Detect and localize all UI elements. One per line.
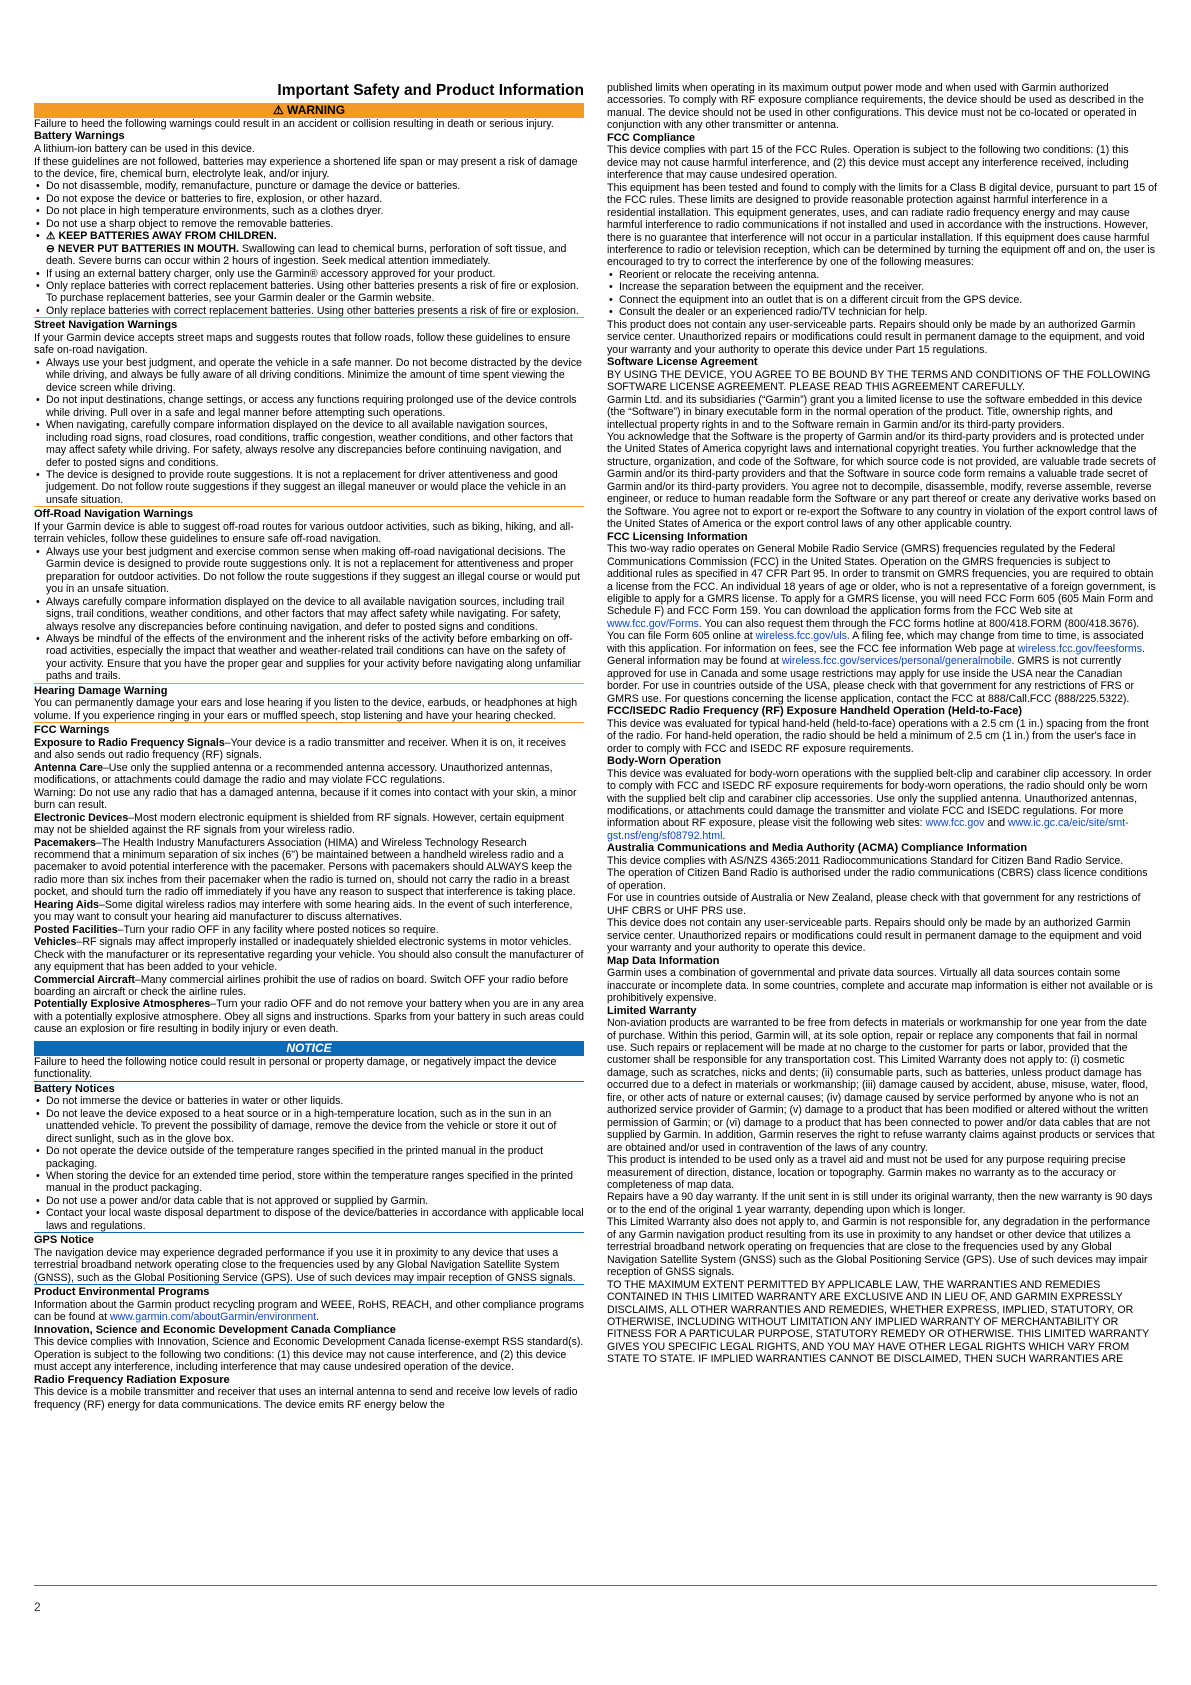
notice-intro: Failure to heed the following notice could result in personal or property damage, or negatively impact the device functionality.: [34, 1055, 557, 1081]
software-license-p3: You acknowledge that the Software is the property of Garmin and/or its third-party providers and is protected under the United States of America copyright laws and international copyright treaties. You further acknowledge that the structure, organization, and code of the Software, for which source code is not provided, are valuable trade secrets of Garmin and/or its third-party providers and that the Software in source code form remains a valuable trade secret of Garmin and/or its third-party providers. You agree not to decompile, disassemble, modify, reverse assemble, reverse engineer, or reduce to human readable form the Software or any part thereof or create any derivative works based on the Software. You agree not to export or re-export the Software to any country in violation of the export control laws of the United States of America or the export control laws of any other applicable country.: [607, 430, 1158, 531]
env-programs-text: Information about the Garmin product recycling program and WEEE, RoHS, REACH, and other compliance programs can be found at www.garmin.com/aboutGarmin/environment.: [34, 1298, 584, 1324]
list-item: • Always be mindful of the effects of the environment and the inherent risks of the activity before embarking on off-road activities, especially the impact that weather and weather-related trail conditions can have on the safety of your activity. Ensure that you have the proper gear and supplies for your activity before navigating along unfamiliar paths and trails.: [34, 633, 584, 683]
fcc-warning-entry: Exposure to Radio Frequency Signals–Your device is a radio transmitter and receiver. When it is on, it receives and also sends out radio frequency (RF) signals.: [34, 736, 566, 762]
list-item: • Connect the equipment into an outlet that is on a different circuit from the GPS device.: [607, 294, 1158, 306]
warning-banner: [34, 103, 584, 118]
bodyworn-heading: Body-Worn Operation: [607, 755, 722, 768]
list-item: • Reorient or relocate the receiving antenna.: [607, 269, 1158, 281]
street-nav-heading: Street Navigation Warnings: [34, 317, 584, 332]
gps-notice-heading: GPS Notice: [34, 1232, 584, 1247]
fcc-uls-link[interactable]: wireless.fcc.gov/uls: [755, 630, 847, 643]
handheld-text: This device was evaluated for typical hand-held (held-to-face) operations with a 2.5 cm (1 in.) spacing from the front of the radio. For hand-held operation, the radio should be held a minimum of 2.5 cm (1 in.) from the user's face in order to comply with FCC and ISEDC RF exposure requirements.: [607, 717, 1149, 755]
list-item: • Do not leave the device exposed to a heat source or in a high-temperature location, such as in the sun in an unattended vehicle. To prevent the possibility of damage, remove the device from the vehicle or store it out of direct sunlight, such as in the glove box.: [34, 1108, 584, 1145]
warranty-p1: Non-aviation products are warranted to be free from defects in materials or workmanship for one year from the date of purchase. Within this period, Garmin will, at its sole option, repair or replace any components that fail in normal use. Such repairs or replacement will be made at no charge to the customer for parts or labor, provided that the customer shall be responsible for any transportation cost. This Limited Warranty does not apply to: (i) cosmetic damage, such as scratches, nicks and dents; (ii) consumable parts, such as batteries, unless product damage has occurred due to a defect in materials or workmanship; (iii) damage caused by accident, abuse, misuse, water, flood, fire, or other acts of nature or external causes; (iv) damage caused by service performed by anyone who is not an authorized service provider of Garmin; (v) damage to a product that has been modified or altered without the written permission of Garmin; or (vi) damage to a product that has been connected to power and/or data cables that are not supplied by Garmin. In addition, Garmin reserves the right to refuse warranty claims against products or services that are obtained and/or used in contravention of the laws of any country.: [607, 1017, 1155, 1154]
warranty-p4: This Limited Warranty also does not apply to, and Garmin is not responsible for, any degradation in the performance of any Garmin navigation product resulting from its use in proximity to any handset or other device that utilizes a terrestrial broadband network operating on frequencies that are close to the frequencies used by any Global Navigation Satellite System (GNSS) such as the Global Positioning Service (GPS). Use of such devices may impair reception of GNSS signals.: [607, 1216, 1151, 1279]
ic-gc-link[interactable]: www.ic.gc.ca/eic/site/smt-gst.nsf/eng/sf08792.html: [607, 817, 1129, 842]
warning-triangle-icon: ⚠: [272, 103, 284, 117]
gps-notice-text: The navigation device may experience degraded performance if you use it in proximity to any device that uses a terrestrial broadband network operating close to the frequencies used by any Global Navigation Satellite System (GNSS), such as the Global Positioning Service (GPS). Use of such devices may impair reception of GNSS signals.: [34, 1246, 576, 1284]
fcc-compliance-p3: This product does not contain any user-serviceable parts. Repairs should only be made by an authorized Garmin service center. Unauthorized repairs or modifications could result in permanent damage to the equipment, and void your warranty and your authority to operate this device under Part 15 regulations.: [607, 318, 1145, 356]
acma-p1: This device complies with AS/NZS 4365:2011 Radiocommunications Standard for Citizen Band Radio Service.: [607, 854, 1124, 867]
offroad-nav-intro: If your Garmin device is able to suggest off-road routes for various outdoor activities, such as biking, hiking, and all-terrain vehicles, follow these guidelines to ensure safe off-road navigation.: [34, 520, 574, 546]
hearing-heading: Hearing Damage Warning: [34, 683, 584, 698]
list-item: • Do not use a power and/or data cable that is not approved or supplied by Garmin.: [34, 1195, 584, 1207]
list-item: • Do not input destinations, change settings, or access any functions requiring prolonged use of the device controls while driving. Pull over in a safe and legal manner before attempting such operations.: [34, 394, 584, 419]
list-item: • Always use your best judgment and exercise common sense when making off-road navigational decisions. The Garmin device is designed to provide route suggestions only. It is not a replacement for attentiveness and proper preparation for outdoor activities. Do not follow the route suggestions if they suggest an illegal course or would put you in an unsafe situation.: [34, 546, 584, 596]
fcc-warning-entry: Warning: Do not use any radio that has a damaged antenna, because if it comes into contact with your skin, a minor burn can result.: [34, 786, 577, 812]
page-title: Important Safety and Product Information: [277, 82, 584, 99]
list-item: • The device is designed to provide route suggestions. It is not a replacement for driver attentiveness and good judgement. Do not follow route suggestions if they suggest an illegal maneuver or would place the vehicle in an unsafe situation.: [34, 469, 584, 506]
list-item: • Increase the separation between the equipment and the receiver.: [607, 281, 1158, 293]
ised-text: This device complies with Innovation, Science and Economic Development Canada license-exempt RSS standard(s). Operation is subject to the following two conditions: (1) this device may not cause interference, and (2) this device must accept any interference, including interference that may cause undesired operation of the device.: [34, 1336, 584, 1374]
handheld-heading: FCC/ISEDC Radio Frequency (RF) Exposure Handheld Operation (Held-to-Face): [607, 705, 1022, 718]
warning-banner-label: WARNING: [287, 103, 346, 117]
page-number: 2: [34, 1600, 41, 1614]
fcc-warning-entry: Pacemakers–The Health Industry Manufacturers Association (HIMA) and Wireless Technology Research recommend that a minimum separation of six inches (6") be maintained between a handheld wireless radio and a pacemaker to avoid potential interference with the pacemaker. Persons with pacemakers should ALWAYS keep the radio more than six inches from their pacemaker when the radio is turned on, should not carry the radio in a breast pocket, and should turn the radio off immediately if you have any reason to suspect that interference is taking place.: [34, 836, 576, 899]
fcc-licensing-heading: FCC Licensing Information: [607, 530, 748, 543]
rf-exposure-text: This device is a mobile transmitter and receiver that uses an internal antenna to send and receive low levels of radio frequency (RF) energy for data communications. The device emits RF energy below the: [34, 1386, 578, 1411]
environment-link[interactable]: www.garmin.com/aboutGarmin/environment: [109, 1311, 317, 1324]
mouth-warning-text: Swallowing can lead to chemical burns, perforation of soft tissue, and death. Severe burns can occur within 2 hours of ingestion. Seek medical attention immediately.: [46, 242, 567, 268]
fcc-compliance-heading: FCC Compliance: [607, 131, 696, 144]
list-item: • If using an external battery charger, only use the Garmin® accessory approved for your product.: [34, 268, 584, 280]
fcc-warning-entry: Hearing Aids–Some digital wireless radios may interfere with some hearing aids. In the event of such interference, you may want to consult your hearing aid manufacturer to discuss alternatives.: [34, 898, 573, 924]
list-item: • Do not expose the device or batteries to fire, explosion, or other hazard.: [34, 193, 584, 205]
fcc-licensing-text: This two-way radio operates on General Mobile Radio Service (GMRS) frequencies regulated by the Federal Communications Commission (FCC) in the United States. Operation on the GMRS frequencies is subject to additional rules as specified in 47 CFR Part 95. In order to transmit on GMRS frequencies, you are required to obtain a license from the FCC. An individual 18 years of age or older, who is not a representative of a foreign government, is eligible to apply for a GMRS license. To apply for a GMRS license, you will need FCC Form 605 (605 Main Form and Schedule F) and FCC Form 159. You can download the application forms from the FCC Web site at www.fcc.gov/Forms. You can also request them through the FCC forms hotline at 800/418.FORM (800/418.3676). You can file Form 605 online at wireless.fcc.gov/uls. A filing fee, which may change from time to time, is associated with this application. For information on fees, see the FCC fee information Web page at wireless.fcc.gov/feesforms. General information may be found at wireless.fcc.gov/services/personal/generalmobile. GMRS is not currently approved for use in Canada and some usage restrictions may apply for use inside the USA near the Canadian border. For use in countries outside of the USA, please check with that government for any restrictions of FRS or GMRS use. For questions concerning the license application, contact the FCC at 888/Call.FCC (888/225.5322).: [607, 543, 1156, 705]
list-item: • When storing the device for an extended time period, store within the temperature ranges specified in the printed manual in the product packaging.: [34, 1170, 584, 1195]
warranty-heading: Limited Warranty: [607, 1004, 697, 1017]
warranty-p5: TO THE MAXIMUM EXTENT PERMITTED BY APPLICABLE LAW, THE WARRANTIES AND REMEDIES CONTAINED IN THIS LIMITED WARRANTY ARE EXCLUSIVE AND IN LIEU OF, AND GARMIN EXPRESSLY DISCLAIMS, ALL OTHER WARRANTIES AND REMEDIES, WHETHER EXPRESS, IMPLIED, STATUTORY, OR OTHERWISE, INCLUDING WITHOUT LIMITATION ANY IMPLIED WARRANTY OF MERCHANTABILITY OR FITNESS FOR A PARTICULAR PURPOSE, STATUTORY REMEDY OR OTHERWISE. THIS LIMITED WARRANTY GIVES YOU SPECIFIC LEGAL RIGHTS, AND YOU MAY HAVE OTHER LEGAL RIGHTS WHICH VARY FROM STATE TO STATE. IF IMPLIED WARRANTIES CANNOT BE DISCLAIMED, THEN SUCH WARRANTIES ARE: [607, 1278, 1149, 1366]
fcc-compliance-p2: This equipment has been tested and found to comply with the limits for a Class B digital device, pursuant to part 15 of the FCC rules. These limits are designed to provide reasonable protection against harmful interference in a residential installation. This equipment generates, uses, and can radiate radio frequency energy and may cause harmful interference to radio communications if not installed and used in accordance with the instructions. However, there is no guarantee that interference will not occur in a particular installation. If this equipment does cause harmful interference to radio or television reception, which can be determined by turning the equipment off and on, the user is encouraged to try to correct the interference by one of the following measures:: [607, 181, 1158, 269]
fcc-warning-entry: Commercial Aircraft–Many commercial airlines prohibit the use of radios on board. Switch OFF your radio before boarding an aircraft or check the airline rules.: [34, 973, 569, 998]
warranty-p3: Repairs have a 90 day warranty. If the unit sent in is still under its original warranty, then the new warranty is 90 days or to the end of the original 1 year warranty, depending upon which is longer.: [607, 1191, 1153, 1216]
bodyworn-text: This device was evaluated for body-worn operations with the supplied belt-clip and carabiner clip accessory. In order to comply with FCC and ISEDC RF exposure requirements for body-worn operations, the radio should only be worn with the supplied belt clip and carabiner clip accessories. Use only the supplied antenna. Unauthorized antennas, modifications, or attachments could damage the transmitter and violate FCC and ISEDC regulations. For more information about RF exposure, please visit the following web sites: www.fcc.gov and www.ic.gc.ca/eic/site/smt-gst.nsf/eng/sf08792.html.: [607, 767, 1152, 842]
battery-notices-list: [34, 1095, 584, 1232]
notice-banner: NOTICE: [34, 1041, 584, 1056]
right-column: [607, 82, 1158, 1366]
list-item: • Consult the dealer or an experienced radio/TV technician for help.: [607, 306, 1158, 318]
ised-heading: Innovation, Science and Economic Development Canada Compliance: [34, 1323, 396, 1336]
street-nav-intro: If your Garmin device accepts street maps and suggests routes that follow roads, follow these guidelines to ensure safe on-road navigation.: [34, 331, 571, 357]
battery-notices-heading: Battery Notices: [34, 1081, 584, 1096]
list-item-children: [34, 230, 584, 267]
fcc-warning-entry: Potentially Explosive Atmospheres–Turn your radio OFF and do not remove your battery when you are in any area with a potentially explosive atmosphere. Obey all signs and instructions. Sparks from your battery in such areas could cause an explosion or fire resulting in bodily injury or even death.: [34, 998, 584, 1036]
list-item: • Only replace batteries with correct replacement batteries. Using other batteries presents a risk of fire or explosion. To purchase replacement batteries, see your Garmin dealer or the Garmin website.: [34, 280, 584, 305]
fcc-generalmobile-link[interactable]: wireless.fcc.gov/services/personal/generalmobile: [781, 655, 1012, 668]
map-data-text: Garmin uses a combination of governmental and private data sources. Virtually all data sources contain some inaccurate or incomplete data. In some countries, complete and accurate map information is either not available or is prohibitively expensive.: [607, 967, 1153, 1005]
acma-p4: This device does not contain any user-serviceable parts. Repairs should only be made by an authorized Garmin service center. Unauthorized repairs or modifications could result in permanent damage to the equipment and void your warranty and your authority to operate this device.: [607, 917, 1142, 955]
list-item: • Do not use a sharp object to remove the removable batteries.: [34, 218, 584, 230]
left-column: [34, 82, 584, 1411]
list-item: • Do not place in high temperature environments, such as a clothes dryer.: [34, 205, 584, 217]
software-license-heading: Software License Agreement: [607, 356, 758, 369]
map-data-heading: Map Data Information: [607, 954, 720, 967]
battery-warnings-heading: Battery Warnings: [34, 130, 125, 143]
battery-warnings-intro2: If these guidelines are not followed, batteries may experience a shortened life span or may present a risk of damage to the device, fire, chemical burn, electrolyte leak, and/or injury.: [34, 155, 578, 180]
list-item: • Always carefully compare information displayed on the device to all available navigation sources, including trail signs, trail conditions, weather conditions, and other factors that may affect safety while navigating. For safety, always resolve any discrepancies before continuing navigation, and defer to posted signs and conditions.: [34, 596, 584, 633]
fcc-warning-entry: Posted Facilities–Turn your radio OFF in any facility where posted notices so require.: [34, 923, 439, 936]
fcc-gov-link[interactable]: www.fcc.gov: [925, 817, 985, 830]
rf-exposure-continued: published limits when operating in its maximum output power mode and when used with Garmin authorized accessories. To comply with RF exposure compliance requirements, the device should be used as described in the manual. The device should not be used in other configurations. This device must not be co-located or operated in conjunction with any other transmitter or antenna.: [607, 82, 1144, 132]
hearing-text: You can permanently damage your ears and lose hearing if you listen to the device, earbuds, or headphones at high volume. If you experience ringing in your ears or muffled speech, stop listening and have your hearing checked.: [34, 697, 578, 722]
fcc-fees-link[interactable]: wireless.fcc.gov/feesforms: [1017, 642, 1143, 655]
rf-exposure-heading: Radio Frequency Radiation Exposure: [34, 1373, 230, 1386]
list-item: • Contact your local waste disposal department to dispose of the device/batteries in accordance with applicable local laws and regulations.: [34, 1207, 584, 1232]
list-item: • Do not disassemble, modify, remanufacture, puncture or damage the device or batteries.: [34, 180, 584, 192]
fcc-compliance-p1: This device complies with part 15 of the FCC Rules. Operation is subject to the following two conditions: (1) this device may not cause harmful interference, and (2) this device must accept any interference received, including interference that may cause undesired operation.: [607, 144, 1129, 182]
acma-p2: The operation of Citizen Band Radio is authorised under the radio communications (CBRS) class licence conditions of operation.: [607, 867, 1148, 892]
list-item: • Do not operate the device outside of the temperature ranges specified in the printed manual in the product packaging.: [34, 1145, 584, 1170]
acma-p3: For use in countries outside of Australia or New Zealand, please check with that government for any restrictions of UHF CBRS or UHF PRS use.: [607, 892, 1141, 917]
no-mouth-icon: ⊖: [46, 242, 55, 255]
warranty-p2: This product is intended to be used only as a travel aid and must not be used for any purpose requiring precise measurement of direction, distance, location or topography. Garmin makes no warranty as to the accuracy or completeness of map data.: [607, 1154, 1126, 1191]
fcc-forms-link[interactable]: www.fcc.gov/Forms: [607, 617, 699, 630]
list-item: • Only replace batteries with correct replacement batteries. Using other batteries presents a risk of fire or explosion.: [34, 305, 584, 317]
footer-rule: [34, 1585, 1157, 1586]
fcc-warnings-heading: FCC Warnings: [34, 722, 584, 737]
offroad-nav-heading: Off-Road Navigation Warnings: [34, 506, 584, 521]
list-item: • Do not immerse the device or batteries in water or other liquids.: [34, 1095, 584, 1107]
warning-triangle-icon: ⚠: [46, 230, 56, 243]
list-item: • When navigating, carefully compare information displayed on the device to all available navigation sources, including road signs, road closures, road conditions, traffic congestion, weather conditions, and other factors that may affect safety while driving. For safety, always resolve any discrepancies before continuing navigation, and defer to posted signs and conditions.: [34, 419, 584, 469]
offroad-nav-list: [34, 546, 584, 683]
software-license-p1: BY USING THE DEVICE, YOU AGREE TO BE BOUND BY THE TERMS AND CONDITIONS OF THE FOLLOWING SOFTWARE LICENSE AGREEMENT. PLEASE READ THIS AGREEMENT CAREFULLY.: [607, 368, 1151, 394]
children-warning-title: KEEP BATTERIES AWAY FROM CHILDREN.: [58, 230, 277, 243]
fcc-warning-entry: Electronic Devices–Most modern electronic equipment is shielded from RF signals. However, certain equipment may not be shielded against the RF signals from your wireless radio.: [34, 811, 564, 837]
battery-warnings-intro1: A lithium-ion battery can be used in this device.: [34, 143, 255, 156]
software-license-p2: Garmin Ltd. and its subsidiaries (“Garmin”) grant you a limited license to use the software embedded in this device (the “Software”) in binary executable form in the normal operation of the product. Title, ownership rights, and intellectual property rights in and to the Software remain in Garmin and/or its third-party providers.: [607, 393, 1143, 431]
list-item: • Always use your best judgment, and operate the vehicle in a safe manner. Do not become distracted by the device while driving, and always be fully aware of all driving conditions. Minimize the amount of time spent viewing the device screen while driving.: [34, 357, 584, 394]
battery-warnings-list: [34, 180, 584, 317]
fcc-warning-entry: Antenna Care–Use only the supplied antenna or a recommended antenna accessory. Unauthorized antennas, modifications, or attachments could damage the radio and may violate FCC regulations.: [34, 761, 553, 787]
fcc-warning-entry: Vehicles–RF signals may affect improperly installed or inadequately shielded electronic systems in motor vehicles. Check with the manufacturer or its representative regarding your vehicle. You should also consult the manufacturer of any equipment that has been added to your vehicle.: [34, 936, 584, 974]
acma-heading: Australia Communications and Media Authority (ACMA) Compliance Information: [607, 842, 1028, 855]
fcc-compliance-list: [607, 269, 1158, 319]
mouth-warning-title: NEVER PUT BATTERIES IN MOUTH.: [57, 242, 239, 255]
env-programs-heading: Product Environmental Programs: [34, 1284, 584, 1299]
street-nav-list: [34, 357, 584, 506]
warning-intro: Failure to heed the following warnings could result in an accident or collision resulting in death or serious injury.: [34, 118, 554, 130]
